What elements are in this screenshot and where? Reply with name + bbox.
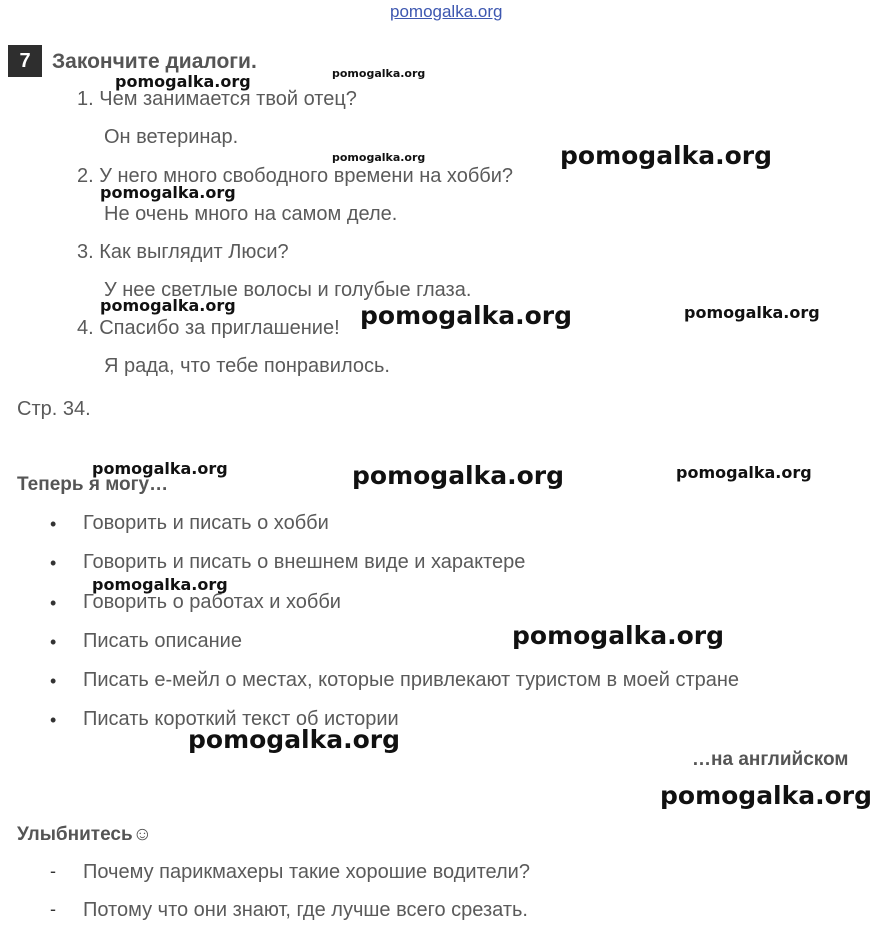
bullet-icon: •: [50, 710, 57, 730]
dialogue-question-1: 1. Чем занимается твой отец?: [77, 88, 357, 110]
bullet-icon: •: [50, 553, 57, 573]
exercise-title: Закончите диалоги.: [52, 50, 257, 73]
watermark: pomogalka.org: [92, 575, 228, 594]
dialogue-answer-2: Не очень много на самом деле.: [104, 203, 398, 225]
watermark: pomogalka.org: [560, 141, 773, 170]
in-english-suffix: …на английском: [692, 749, 849, 770]
smile-heading: Улыбнитесь☺: [17, 824, 153, 845]
watermark: pomogalka.org: [188, 725, 401, 754]
can-item-3: Говорить о работах и хобби: [83, 591, 341, 613]
dialogue-answer-4: Я рада, что тебе понравилось.: [104, 355, 390, 377]
bullet-icon: •: [50, 593, 57, 613]
watermark: pomogalka.org: [100, 296, 236, 315]
dialogue-answer-1: Он ветеринар.: [104, 126, 239, 148]
watermark: pomogalka.org: [92, 459, 228, 478]
watermark: pomogalka.org: [512, 621, 725, 650]
page-reference: Стр. 34.: [17, 398, 91, 420]
watermark: pomogalka.org: [115, 72, 251, 91]
joke-answer: Потому что они знают, где лучше всего срезать.: [83, 899, 528, 921]
watermark: pomogalka.org: [684, 303, 820, 322]
watermark: pomogalka.org: [676, 463, 812, 482]
can-item-6: Писать короткий текст об истории: [83, 708, 399, 730]
bullet-icon: •: [50, 632, 57, 652]
can-item-1: Говорить и писать о хобби: [83, 512, 329, 534]
can-item-5: Писать е-мейл о местах, которые привлекают туристом в моей стране: [83, 669, 740, 691]
dash-icon: -: [50, 861, 56, 881]
can-item-4: Писать описание: [83, 630, 242, 652]
dialogue-question-3: 3. Как выглядит Люси?: [77, 241, 289, 263]
exercise-number-badge: 7: [8, 45, 42, 77]
watermark: pomogalka.org: [100, 183, 236, 202]
dialogue-answer-3: У нее светлые волосы и голубые глаза.: [104, 279, 472, 301]
watermark: pomogalka.org: [360, 301, 573, 330]
site-link[interactable]: pomogalka.org: [390, 2, 503, 21]
watermark: pomogalka.org: [332, 151, 426, 164]
watermark: pomogalka.org: [660, 781, 873, 810]
can-item-2: Говорить и писать о внешнем виде и характере: [83, 551, 526, 573]
dialogue-question-2: 2. У него много свободного времени на хобби?: [77, 165, 514, 187]
dialogue-question-4: 4. Спасибо за приглашение!: [77, 317, 340, 339]
bullet-icon: •: [50, 514, 57, 534]
dash-icon: -: [50, 899, 56, 919]
watermark: pomogalka.org: [352, 461, 565, 490]
joke-question: Почему парикмахеры такие хорошие водители?: [83, 861, 530, 883]
watermark: pomogalka.org: [332, 67, 426, 80]
now-i-can-heading: Теперь я могу…: [17, 474, 169, 495]
bullet-icon: •: [50, 671, 57, 691]
